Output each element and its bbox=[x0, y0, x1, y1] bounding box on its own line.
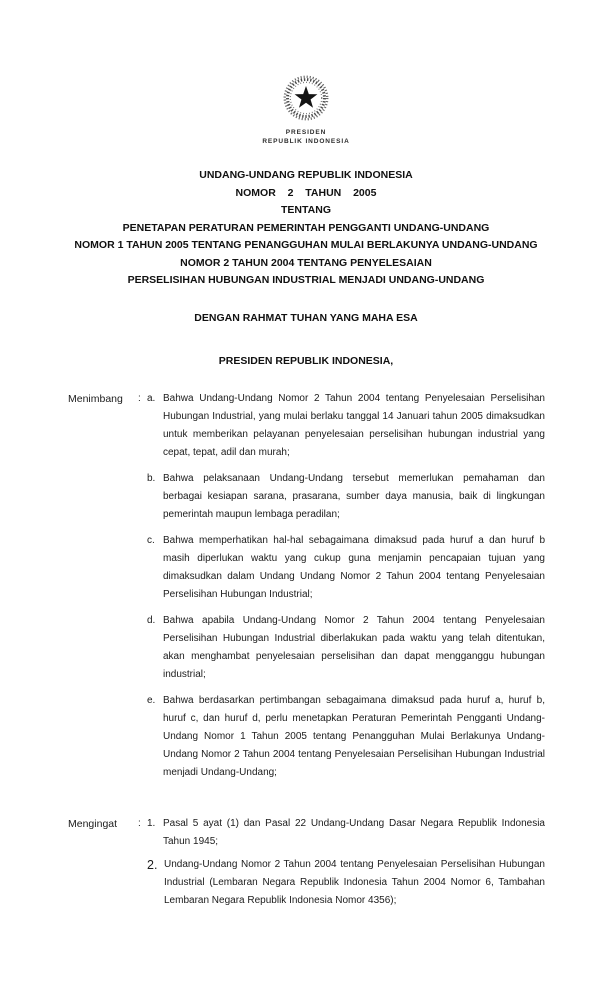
mengingat-colon: : bbox=[138, 818, 141, 829]
item-text: Bahwa berdasarkan pertimbangan sebagaimana dimaksud pada huruf a, huruf b, huruf c, dan huruf d, perlu menetapkan Peraturan Pemerintah Pengganti Undang-Undang Nomor 1 Tahun 2005 tentang Penangguhan Mulai Berlakunya Undang-Undang Nomor 2 Tahun 2004 tentang Penyelesaian Perselisihan Hubungan Industrial menjadi Undang-Undang; bbox=[163, 695, 545, 778]
title-line-2: NOMOR 2 TAHUN 2005 bbox=[235, 186, 377, 199]
item-marker: b. bbox=[147, 473, 156, 484]
menimbang-colon: : bbox=[138, 393, 141, 404]
menimbang-item-b bbox=[147, 470, 545, 524]
item-marker: c. bbox=[147, 535, 155, 546]
agency-caption bbox=[0, 129, 612, 146]
title-line-4: PENETAPAN PERATURAN PEMERINTAH PENGGANTI UNDANG-UNDANG bbox=[122, 221, 490, 234]
item-text: Bahwa pelaksanaan Undang-Undang tersebut memerlukan pemahaman dan berbagai kesiapan sarana, prasarana, sumber daya manusia, baik di lingkungan pemerintah maupun lembaga peradilan; bbox=[163, 473, 545, 520]
presidential-seal-icon bbox=[282, 74, 330, 122]
item-marker: a. bbox=[147, 393, 156, 404]
title-line-1: UNDANG-UNDANG REPUBLIK INDONESIA bbox=[199, 169, 413, 181]
menimbang-item-a bbox=[147, 390, 545, 462]
item-marker: e. bbox=[147, 695, 156, 706]
menimbang-label: Menimbang bbox=[68, 393, 123, 405]
authority-line: PRESIDEN REPUBLIK INDONESIA, bbox=[218, 355, 394, 367]
mengingat-item-2 bbox=[147, 856, 545, 910]
menimbang-items bbox=[147, 390, 545, 782]
star-icon bbox=[295, 86, 318, 108]
item-marker: 2. bbox=[147, 858, 158, 872]
section-mengingat bbox=[0, 815, 612, 915]
menimbang-item-e bbox=[147, 692, 545, 782]
mengingat-item-1 bbox=[147, 815, 545, 851]
item-text: Bahwa memperhatikan hal-hal sebagaimana dimaksud pada huruf a dan huruf b masih diperlukan waktu yang cukup guna menjamin pencapaian tujuan yang dimaksudkan dalam Undang Undang Nomor 2 Tahun 2004 tentang Penyelesaian Perselisihan Hubungan Industrial; bbox=[163, 535, 545, 600]
mengingat-items bbox=[147, 815, 545, 910]
title-line-5: NOMOR 1 TAHUN 2005 TENTANG PENANGGUHAN MULAI BERLAKUNYA UNDANG-UNDANG bbox=[74, 239, 538, 251]
mengingat-label: Mengingat bbox=[68, 818, 118, 830]
item-text: Undang-Undang Nomor 2 Tahun 2004 tentang Penyelesaian Perselisihan Hubungan Industrial (Lembaran Negara Republik Indonesia Tahun 2004 Nomor 6, Tambahan Lembaran Negara Republik Indonesia Nomor 4356); bbox=[164, 859, 545, 906]
section-menimbang bbox=[0, 390, 612, 790]
title-line-3: TENTANG bbox=[281, 204, 331, 216]
item-text: Bahwa Undang-Undang Nomor 2 Tahun 2004 tentang Penyelesaian Perselisihan Hubungan Industrial, yang mulai berlaku tanggal 14 Januari tahun 2005 dimaksudkan untuk memberikan pelayanan penyelesaian perselisihan hubungan industrial yang cepat, tepat, adil dan murah; bbox=[163, 393, 545, 458]
menimbang-item-c bbox=[147, 532, 545, 604]
item-text: Bahwa apabila Undang-Undang Nomor 2 Tahun 2004 tentang Penyelesaian Perselisihan Hubungan Industrial diberlakukan pada waktu yang telah ditentukan, akan menghambat penyelesaian perselisihan dan dapat mengganggu hubungan industrial; bbox=[163, 615, 545, 680]
title-line-6: NOMOR 2 TAHUN 2004 TENTANG PENYELESAIAN bbox=[180, 256, 432, 269]
title-line-7: PERSELISIHAN HUBUNGAN INDUSTRIAL MENJADI UNDANG-UNDANG bbox=[127, 274, 485, 286]
item-text: Pasal 5 ayat (1) dan Pasal 22 Undang-Undang Dasar Negara Republik Indonesia Tahun 1945; bbox=[163, 818, 545, 847]
invocation-line: DENGAN RAHMAT TUHAN YANG MAHA ESA bbox=[194, 312, 418, 324]
item-marker: d. bbox=[147, 615, 156, 626]
document-header bbox=[0, 74, 612, 146]
agency-line-presiden: PRESIDEN bbox=[285, 129, 327, 136]
document-title bbox=[0, 167, 612, 290]
agency-line-republik: REPUBLIK INDONESIA bbox=[262, 137, 350, 145]
item-marker: 1. bbox=[147, 818, 156, 829]
menimbang-item-d bbox=[147, 612, 545, 684]
